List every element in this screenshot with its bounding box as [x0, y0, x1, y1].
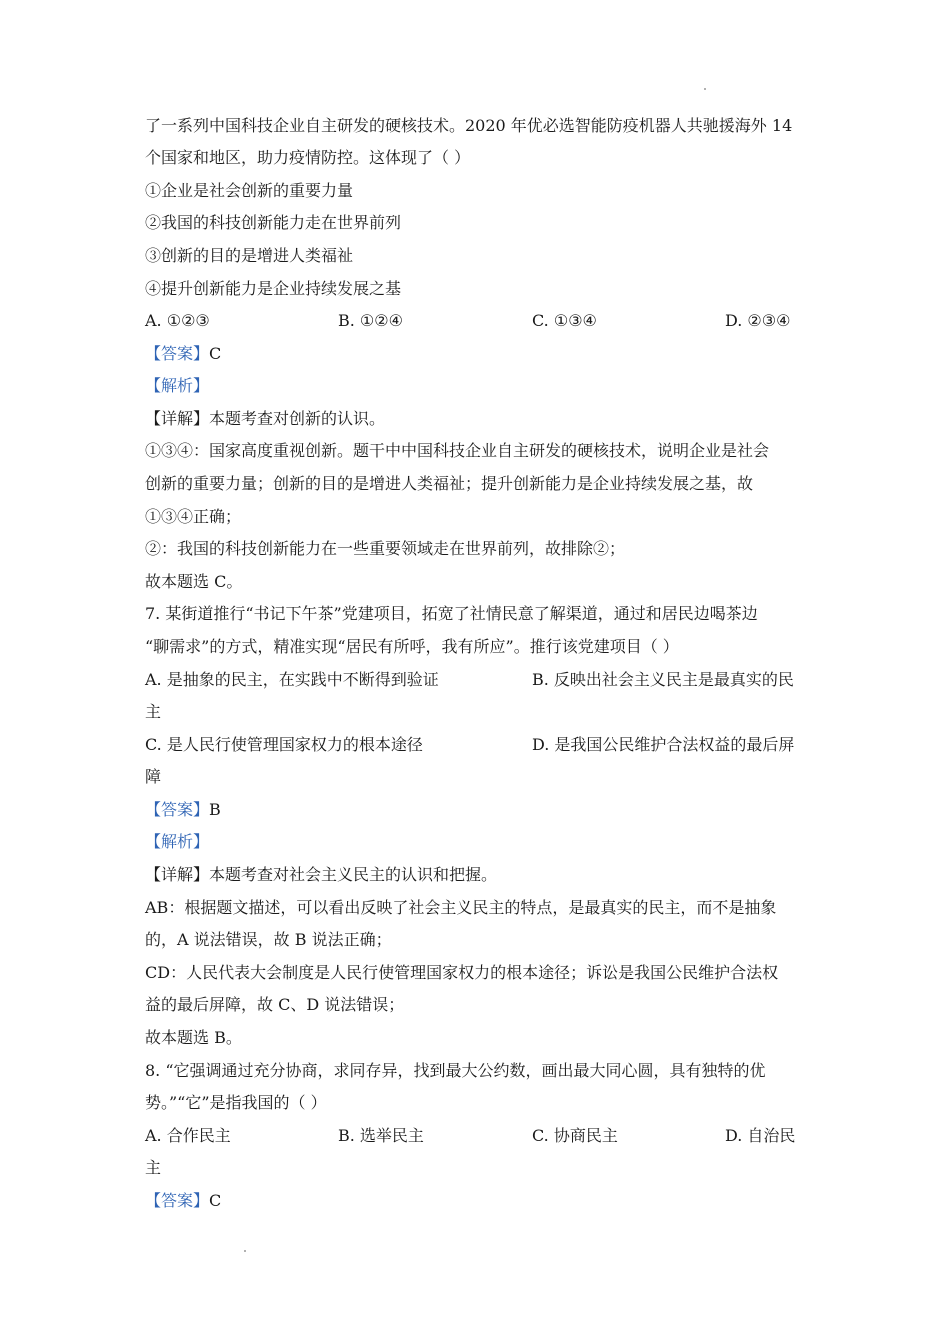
- q6-analysis-tag: 【解析】: [145, 376, 210, 395]
- q6-explanation-1: ①③④：国家高度重视创新。题干中中国科技企业自主研发的硬核技术，说明企业是社会: [145, 441, 770, 460]
- answer-value: C: [209, 1191, 222, 1210]
- q6-explanation-5: 故本题选 C。: [145, 572, 243, 591]
- q6-explanation-2: 创新的重要力量；创新的目的是增进人类福祉；提升创新能力是企业持续发展之基，故: [145, 474, 754, 493]
- answer-tag: 【答案】: [145, 344, 210, 363]
- answer-value: C: [209, 344, 222, 363]
- q6-option-b: B. ①②④: [338, 311, 403, 330]
- q7-option-d-wrap: 障: [145, 767, 162, 786]
- detail-tag: 【详解】: [145, 865, 210, 884]
- q6-option-d: D. ②③④: [725, 311, 791, 330]
- q6-explanation-4: ②：我国的科技创新能力在一些重要领域走在世界前列，故排除②；: [145, 539, 626, 558]
- q6-explanation-3: ①③④正确；: [145, 507, 242, 526]
- detail-tag: 【详解】: [145, 409, 210, 428]
- q7-option-b-wrap: 主: [145, 702, 162, 721]
- q6-option-c: C. ①③④: [532, 311, 597, 330]
- q7-answer: [145, 800, 810, 820]
- q8-option-a: A. 合作民主: [145, 1126, 231, 1145]
- q8-answer: [145, 1191, 810, 1211]
- detail-text: 本题考查对创新的认识。: [209, 409, 386, 428]
- q7-explanation-5: 故本题选 B。: [145, 1028, 242, 1047]
- q8-option-c: C. 协商民主: [532, 1126, 618, 1145]
- q6-detail: [145, 409, 810, 429]
- answer-value: B: [209, 800, 221, 819]
- q6-answer: [145, 344, 810, 364]
- answer-tag: 【答案】: [145, 800, 210, 819]
- q6-item-2: ②我国的科技创新能力走在世界前列: [145, 213, 402, 232]
- q7-explanation-4: 益的最后屏障，故 C、D 说法错误；: [145, 995, 405, 1014]
- q8-option-d: D. 自治民: [725, 1126, 796, 1145]
- q8-option-d-wrap: 主: [145, 1158, 162, 1177]
- q6-stem-line-2: 个国家和地区，助力疫情防控。这体现了（ ）: [145, 148, 471, 167]
- scan-dot: [704, 88, 706, 90]
- q7-stem-line-1: 7. 某街道推行“书记下午茶”党建项目，拓宽了社情民意了解渠道，通过和居民边喝茶边: [145, 604, 758, 623]
- q7-explanation-1: AB：根据题文描述，可以看出反映了社会主义民主的特点，是最真实的民主，而不是抽象: [145, 898, 777, 917]
- q6-stem-line-1: 了一系列中国科技企业自主研发的硬核技术。2020 年优必选智能防疫机器人共驰援海外 14: [145, 116, 793, 135]
- q6-item-4: ④提升创新能力是企业持续发展之基: [145, 279, 402, 298]
- q7-detail: [145, 865, 810, 885]
- q6-item-3: ③创新的目的是增进人类福祉: [145, 246, 354, 265]
- q8-option-b: B. 选举民主: [338, 1126, 424, 1145]
- q8-stem-line-2: 势。”“它”是指我国的（ ）: [145, 1093, 327, 1112]
- detail-text: 本题考查对社会主义民主的认识和把握。: [209, 865, 498, 884]
- q7-analysis-tag: 【解析】: [145, 832, 210, 851]
- q8-stem-line-1: 8. “它强调通过充分协商，求同存异，找到最大公约数，画出最大同心圆，具有独特的优: [145, 1061, 766, 1080]
- q7-explanation-2: 的，A 说法错误，故 B 说法正确；: [145, 930, 392, 949]
- q6-option-a: A. ①②③: [145, 311, 210, 330]
- q7-option-c: C. 是人民行使管理国家权力的根本途径: [145, 735, 423, 754]
- q7-option-b: B. 反映出社会主义民主是最真实的民: [532, 670, 794, 689]
- q7-option-d: D. 是我国公民维护合法权益的最后屏: [532, 735, 795, 754]
- q7-stem-line-2: “聊需求”的方式，精准实现“居民有所呼，我有所应”。推行该党建项目（ ）: [145, 637, 679, 656]
- answer-tag: 【答案】: [145, 1191, 210, 1210]
- q7-option-a: A. 是抽象的民主，在实践中不断得到验证: [145, 670, 439, 689]
- scan-dot: [244, 1250, 246, 1252]
- q7-explanation-3: CD：人民代表大会制度是人民行使管理国家权力的根本途径；诉讼是我国公民维护合法权: [145, 963, 779, 982]
- q6-item-1: ①企业是社会创新的重要力量: [145, 181, 354, 200]
